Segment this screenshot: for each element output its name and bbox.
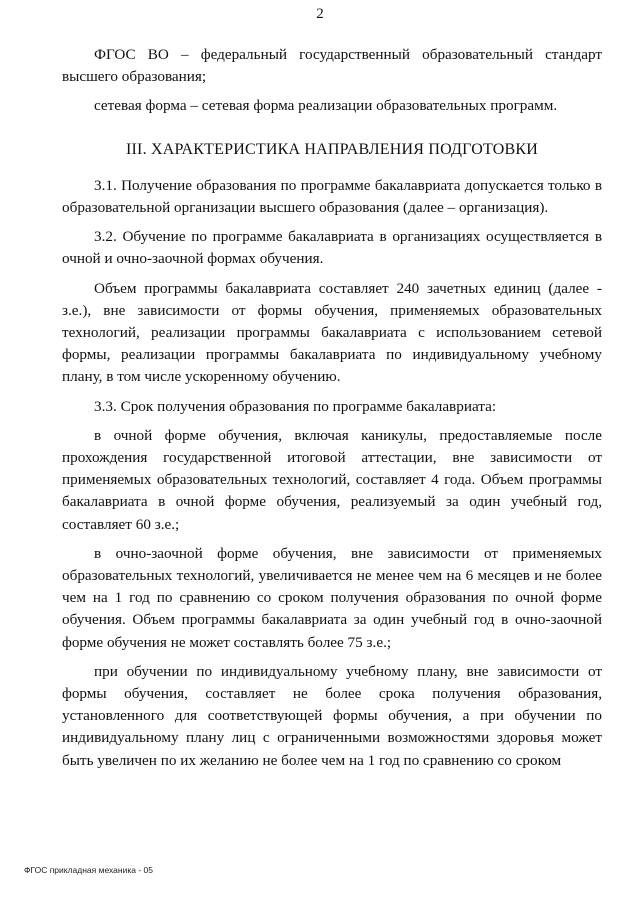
section-heading: III. ХАРАКТЕРИСТИКА НАПРАВЛЕНИЯ ПОДГОТОВКИ (126, 140, 538, 158)
page-footer: ФГОС прикладная механика - 05 (24, 865, 153, 875)
paragraph-individual-plan: при обучении по индивидуальному учебному плану, вне зависимости от формы обучения, составляет не более срока получения образования, установленного для соответствующей формы обучения, а при обучении по индивидуальному плану лиц с ограниченными возможностями здоровья может быть увеличен по их желанию не более чем на 1 год по сравнению со сроком (62, 662, 602, 769)
document-body (62, 44, 602, 779)
paragraph-part-time: в очно-заочной форме обучения, вне зависимости от применяемых образовательных технологий, увеличивается не менее чем на 6 месяцев и не более чем на 1 год по сравнению со сроком получения образования по очной форме обучения. Объем программы бакалавриата за один учебный год в очно-заочной форме обучения не может составлять более 75 з.е.; (62, 544, 602, 651)
paragraph-full-time: в очной форме обучения, включая каникулы, предоставляемые после прохождения государственной итоговой аттестации, вне зависимости от применяемых образовательных технологий, составляет 4 года. Объем программы бакалавриата в очной форме обучения, реализуемый за один учебный год, составляет 60 з.е.; (62, 426, 602, 533)
paragraph-3-1: 3.1. Получение образования по программе бакалавриата допускается только в образовательной организации высшего образования (далее – организация). (62, 176, 602, 217)
paragraph-3-3: 3.3. Срок получения образования по программе бакалавриата: (94, 397, 497, 415)
paragraph-3-2: 3.2. Обучение по программе бакалавриата в организациях осуществляется в очной и очно-заочной формах обучения. (62, 228, 602, 268)
paragraph-program-volume: Объем программы бакалавриата составляет 240 зачетных единиц (далее - з.е.), вне зависимости от формы обучения, применяемых образовательных технологий, реализации программы бакалавриата с использованием сетевой формы, реализации программы бакалавриата по индивидуальному учебному плану, в том числе ускоренному обучению. (62, 279, 602, 386)
page-number: 2 (316, 6, 324, 22)
paragraph-fgos-definition: ФГОС ВО – федеральный государственный образовательный стандарт высшего образования; (62, 46, 602, 86)
paragraph-network-form-definition: сетевая форма – сетевая форма реализации образовательных программ. (94, 97, 558, 115)
